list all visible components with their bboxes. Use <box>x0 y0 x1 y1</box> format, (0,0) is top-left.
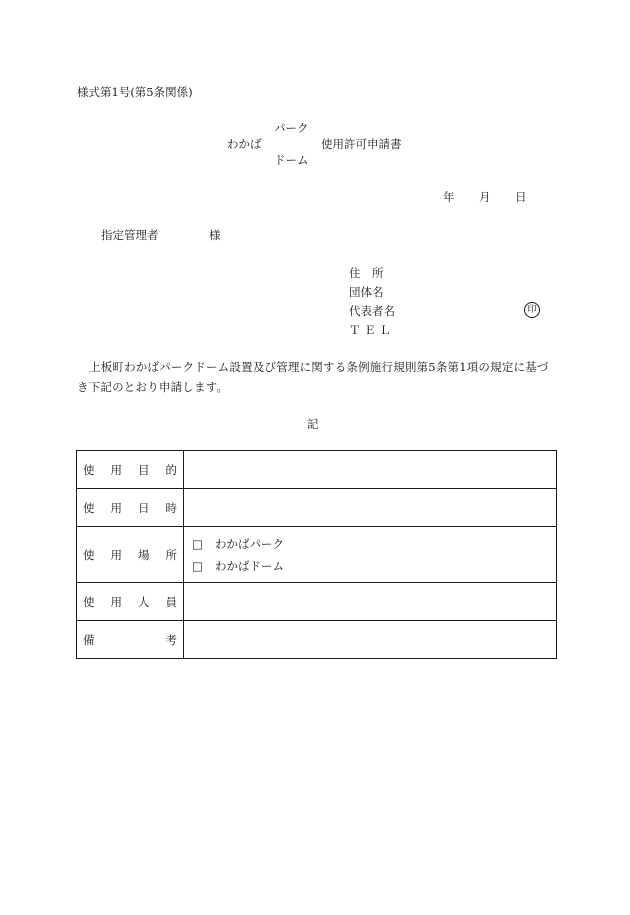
place-option-park[interactable] <box>184 533 556 555</box>
place-label: 使 用 場 所 <box>83 547 177 562</box>
applicant-block <box>349 264 395 340</box>
title-option-park: パーク <box>274 121 309 135</box>
place-option-dome[interactable] <box>184 555 556 577</box>
people-field[interactable] <box>184 583 557 621</box>
group-name-label: 団体名 <box>349 285 384 299</box>
application-table <box>76 450 557 659</box>
tel-label: Ｔ Ｅ Ｌ <box>349 323 391 337</box>
representative-label: 代表者名 <box>349 304 395 318</box>
purpose-field[interactable] <box>184 451 557 489</box>
seal-mark: 印 <box>524 302 540 318</box>
place-option-dome-label: わかばドーム <box>215 558 284 573</box>
checkbox-park[interactable]: □ <box>192 536 203 551</box>
table-row-purpose <box>77 451 557 489</box>
date-year: 年 <box>443 190 455 204</box>
remarks-label: 備 考 <box>83 632 177 647</box>
form-number: 様式第1号(第5条関係) <box>77 85 193 99</box>
checkbox-dome[interactable]: □ <box>192 558 203 573</box>
addressee-honorific: 様 <box>209 228 221 242</box>
remarks-field[interactable] <box>184 621 557 659</box>
application-statement: 上板町わかばパークドーム設置及び管理に関する条例施行規則第5条第1項の規定に基づき下記のとおり申請します。 <box>77 360 549 394</box>
place-field <box>184 527 557 583</box>
date-day: 日 <box>515 190 527 204</box>
title-suffix: 使用許可申請書 <box>321 137 402 151</box>
ki-heading: 記 <box>307 417 319 431</box>
purpose-label: 使 用 目 的 <box>83 462 177 477</box>
date-month: 月 <box>479 190 491 204</box>
people-label: 使 用 人 員 <box>83 594 177 609</box>
table-row-remarks <box>77 621 557 659</box>
datetime-field[interactable] <box>184 489 557 527</box>
datetime-label: 使 用 日 時 <box>83 500 177 515</box>
table-row-datetime <box>77 489 557 527</box>
table-row-people <box>77 583 557 621</box>
addressee-name: 指定管理者 <box>101 228 159 242</box>
table-row-place <box>77 527 557 583</box>
place-option-park-label: わかばパーク <box>215 536 284 551</box>
address-label: 住 所 <box>349 266 384 280</box>
title-prefix: わかば <box>227 137 262 151</box>
title-option-dome: ドーム <box>274 153 309 167</box>
